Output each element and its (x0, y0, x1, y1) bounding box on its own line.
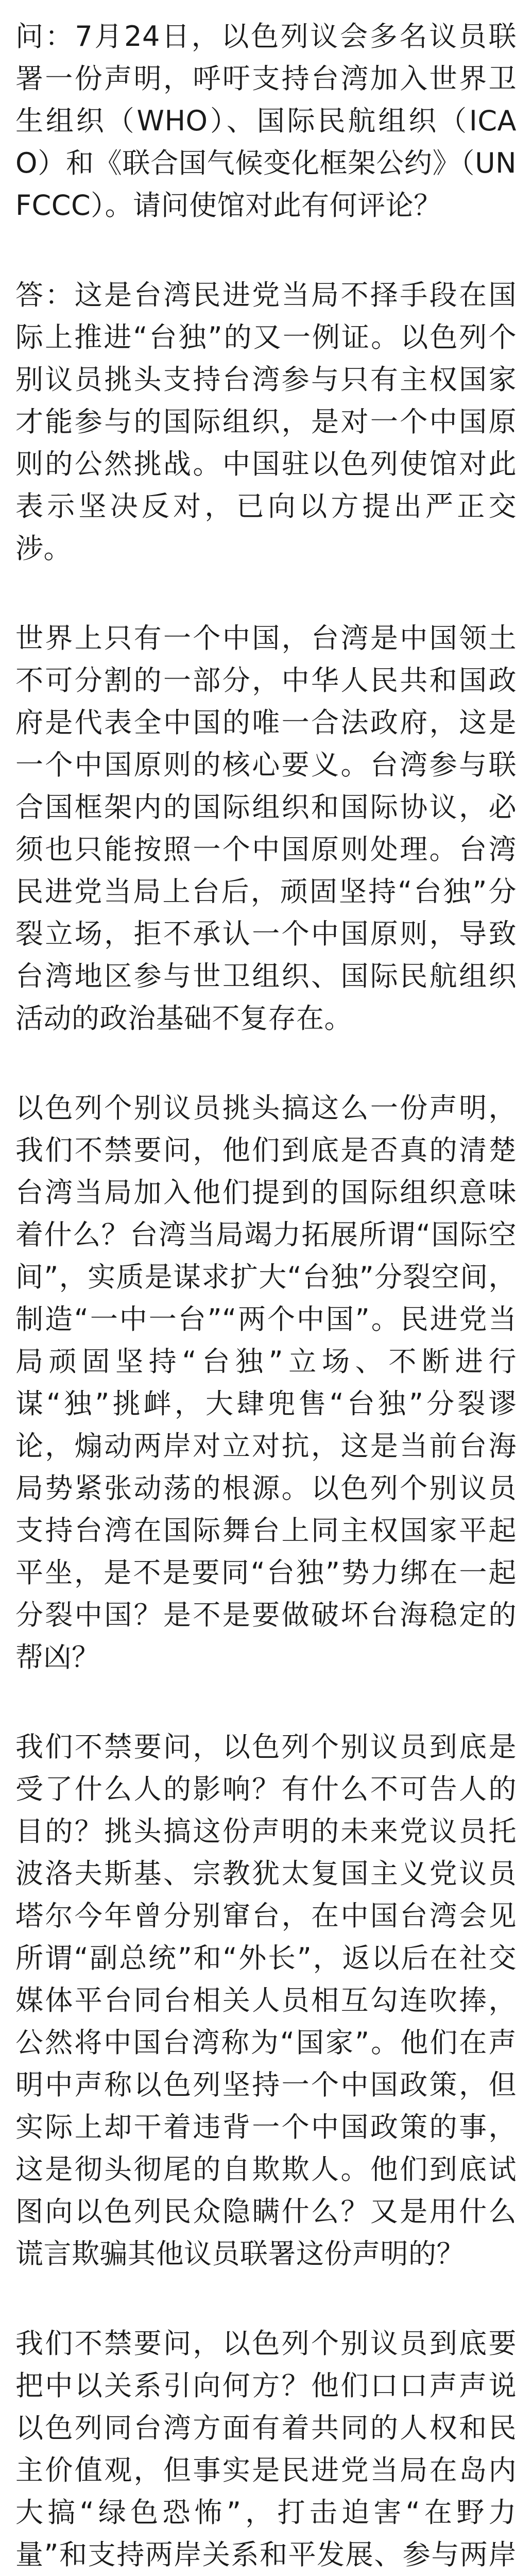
paragraph-question-direction: 我们不禁要问，以色列个别议员到底要把中以关系引向何方？他们口口声声说以色列同台湾方面有着共同的人权和民主价值观，但事实是民进党当局在岛内大搞“绿色恐怖”，打击迫害“在野力量”和支持两岸关系和平发展、参与两岸 (15, 2327, 517, 2571)
paragraph-one-china-principle: 世界上只有一个中国，台湾是中国领土不可分割的一部分，中华人民共和国政府是代表全中国的唯一合法政府，这是一个中国原则的核心要义。台湾参与联合国框架内的国际组织和国际协议，必须也只能按照一个中国原则处理。台湾民进党当局上台后，顽固坚持“台独”分裂立场，拒不承认一个中国原则，导致台湾地区参与世卫组织、国际民航组织活动的政治基础不复存在。 (15, 622, 517, 1035)
paragraph-question-intent: 以色列个别议员挑头搞这么一份声明，我们不禁要问，他们到底是否真的清楚台湾当局加入他们提到的国际组织意味着什么？台湾当局竭力拓展所谓“国际空间”，实质是谋求扩大“台独”分裂空间，制造“一中一台”“两个中国”。民进党当局顽固坚持“台独”立场、不断进行谋“独”挑衅，大肆兜售“台独”分裂谬论，煽动两岸对立对抗，这是当前台海局势紧张动荡的根源。以色列个别议员支持台湾在国际舞台上同主权国家平起平坐，是不是要同“台独”势力绑在一起分裂中国？是不是要做破坏台海稳定的帮凶？ (15, 1092, 517, 1673)
paragraph-question-influence: 我们不禁要问，以色列个别议员到底是受了什么人的影响？有什么不可告人的目的？挑头搞这份声明的未来党议员托波洛夫斯基、宗教犹太复国主义党议员塔尔今年曾分别窜台，在中国台湾会见所谓“副总统”和“外长”，返以后在社交媒体平台同台相关人员相互勾连吹捧，公然将中国台湾称为“国家”。他们在声明中声称以色列坚持一个中国政策，但实际上却干着违背一个中国政策的事，这是彻头彻尾的自欺欺人。他们到底试图向以色列民众隐瞒什么？又是用什么谎言欺骗其他议员联署这份声明的？ (15, 1731, 517, 2270)
paragraph-question: 问：7月24日，以色列议会多名议员联署一份声明，呼吁支持台湾加入世界卫生组织（WHO）、国际民航组织（ICAO）和《联合国气候变化框架公约》（UNFCCC）。请问使馆对此有何评论？ (15, 20, 517, 222)
paragraph-answer: 答：这是台湾民进党当局不择手段在国际上推进“台独”的又一例证。以色列个别议员挑头支持台湾参与只有主权国家才能参与的国际组织，是对一个中国原则的公然挑战。中国驻以色列使馆对此表示坚决反对，已向以方提出严正交涉。 (15, 279, 517, 565)
